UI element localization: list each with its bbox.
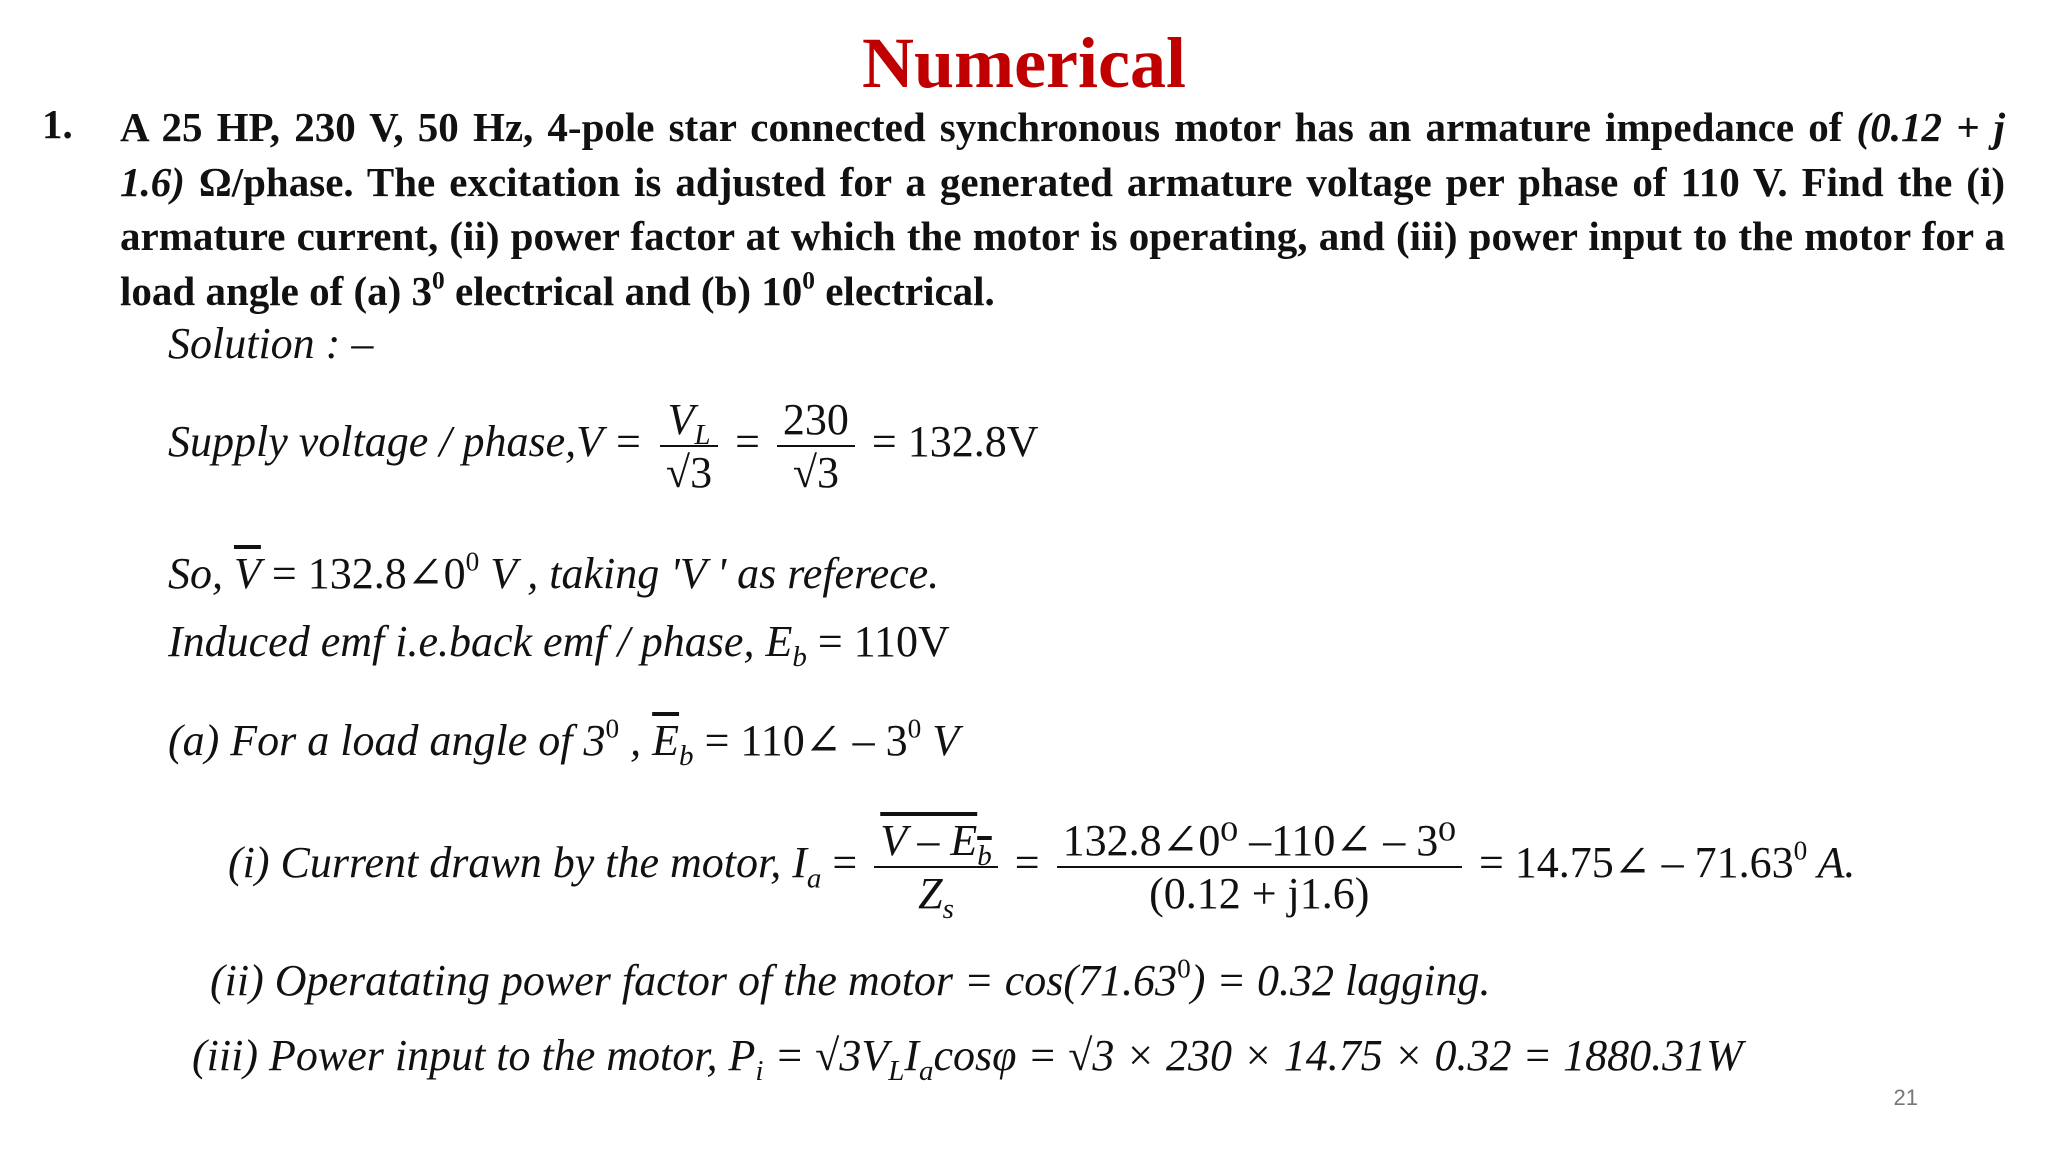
fraction-vl-root3: $\frac{V_L}{√3}$ xyxy=(660,394,718,498)
question-number: 1. xyxy=(42,101,73,147)
page-number: 21 xyxy=(1893,1085,1918,1110)
question-text: A 25 HP, 230 V, 50 Hz, 4-pole star connected synchronous motor has an armature impedance of (0.12 + j 1.6) Ω/phase. The excitation is adjusted for a generated armature voltage per phase of 110 V. Find the (i) armature current, (ii) power factor at which the motor is operating, and (iii) power input to the motor for a load angle of (a) $3^0$ electrical and (b) $10^0$ electrical. xyxy=(120,104,2005,314)
back-emf-line: Induced emf i.e.back emf / phase, $E_b = 110V$ xyxy=(168,617,950,674)
fraction-v-minus-eb-over-zs: $\frac{V - E_b}{Z_s}$ xyxy=(874,815,997,919)
load-angle-a-line: (a) For a load angle of $3^0$ , $\overline{E}_b$ = 110∠ – $3^0$ V xyxy=(168,713,960,773)
power-factor-line: (ii) Operatating power factor of the motor = $\cos(71.63^0) = 0.32$ lagging. xyxy=(210,953,1491,1005)
impedance-value: (0.12 + j 1.6) xyxy=(120,104,2005,205)
supply-voltage-equation: Supply voltage / phase,V = $\frac{V_L}{√3}$ = $\frac{230}{√3}$ = 132.8V xyxy=(168,395,1039,497)
fraction-numeric-current: $\frac{\text{132.8∠0⁰ –110∠ – 3⁰}}{(0.12 + j1.6)}$ xyxy=(1057,815,1462,919)
armature-current-equation: (i) Current drawn by the motor, $I_a$ = $\frac{V - E_b}{Z_s}$ = $\frac{\text{132.8∠0⁰ –110∠ – 3⁰}}{(0.12 + j1.6)}$ = 14.75∠ – 71.63$^0$ A. xyxy=(228,816,1856,926)
slide-title: Numerical xyxy=(862,23,1186,103)
fraction-230-root3: $\frac{230}{√3}$ xyxy=(777,394,855,498)
solution-heading: Solution : – xyxy=(168,319,374,368)
power-input-line: (iii) Power input to the motor, $P_i = √3V_LI_a\cos\varphi = √3 \times 230 \times 14.75 \times 0.32 = 1880.31W$ xyxy=(192,1031,1743,1088)
reference-voltage-line: So, $\overline{V}$ = $132.8\angle 0^0$ V , taking 'V ' as referece. xyxy=(168,546,940,598)
